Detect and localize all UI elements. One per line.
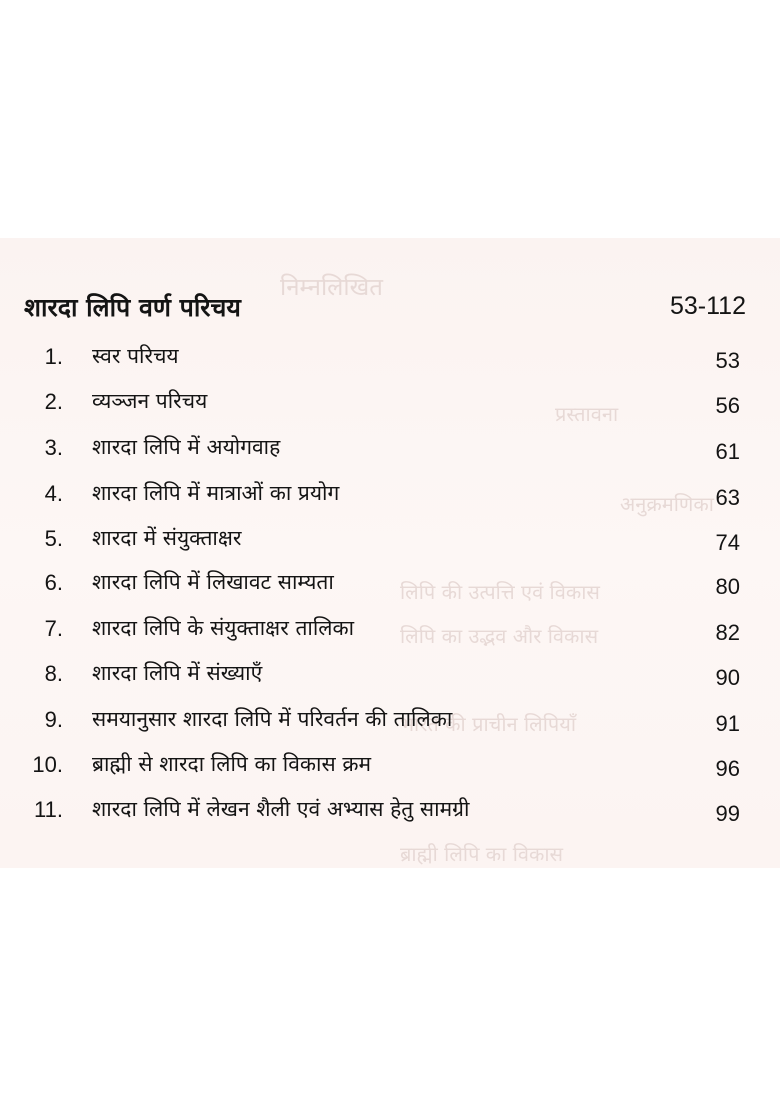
entry-title: शारदा लिपि में संख्याएँ — [92, 661, 263, 685]
entry-number: 1. — [44, 344, 63, 369]
entry-number: 4. — [44, 481, 63, 506]
bleed-text: भारत की प्राचीन लिपियाँ — [400, 712, 577, 736]
toc-entry — [0, 385, 780, 425]
entry-page: 82 — [715, 620, 740, 645]
entry-title: शारदा लिपि में मात्राओं का प्रयोग — [92, 481, 340, 505]
bleed-text: निम्नलिखित — [280, 273, 383, 301]
toc-entry — [0, 340, 780, 380]
bleed-text: लिपि का उद्भव और विकास — [400, 624, 599, 648]
entry-number: 8. — [44, 661, 63, 686]
entry-title: शारदा लिपि में लिखावट साम्यता — [92, 570, 334, 594]
toc-entry — [0, 657, 780, 697]
entry-page: 90 — [715, 665, 740, 690]
toc-entry — [0, 477, 780, 517]
entry-number: 10. — [32, 752, 63, 777]
toc-entry — [0, 431, 780, 471]
entry-title: शारदा लिपि के संयुक्ताक्षर तालिका — [92, 616, 355, 640]
toc-entry — [0, 703, 780, 743]
section-page-range: 53-112 — [670, 292, 746, 320]
section-title: शारदा लिपि वर्ण परिचय — [24, 293, 241, 322]
entry-title: शारदा में संयुक्ताक्षर — [92, 526, 242, 550]
toc-entry — [0, 566, 780, 606]
entry-title: शारदा लिपि में अयोगवाह — [92, 435, 281, 459]
entry-page: 53 — [715, 348, 740, 373]
entry-page: 61 — [715, 439, 740, 464]
bleed-text: प्रस्तावना — [555, 402, 619, 426]
entry-number: 9. — [44, 707, 63, 732]
toc-entry — [0, 793, 780, 833]
entry-page: 56 — [715, 393, 740, 418]
bleed-text: लिपि की उत्पत्ति एवं विकास — [400, 580, 600, 604]
entry-page: 63 — [715, 485, 740, 510]
bleed-text: अनुक्रमणिका — [620, 492, 714, 516]
entry-number: 5. — [44, 526, 63, 551]
toc-entry — [0, 522, 780, 562]
entry-number: 11. — [34, 797, 63, 822]
entry-title: समयानुसार शारदा लिपि में परिवर्तन की तालिका — [92, 707, 453, 731]
entry-title: व्यञ्जन परिचय — [92, 389, 208, 413]
toc-entry — [0, 748, 780, 788]
entry-page: 99 — [715, 801, 740, 826]
entry-page: 96 — [715, 756, 740, 781]
entry-number: 2. — [44, 389, 63, 414]
entry-title: शारदा लिपि में लेखन शैली एवं अभ्यास हेतु सामग्री — [92, 797, 470, 821]
entry-number: 3. — [44, 435, 63, 460]
bleed-text: ब्राह्मी लिपि का विकास — [400, 842, 564, 866]
toc-entry — [0, 612, 780, 652]
entry-page: 91 — [715, 711, 740, 736]
entry-title: ब्राह्मी से शारदा लिपि का विकास क्रम — [92, 752, 372, 776]
entry-title: स्वर परिचय — [92, 344, 179, 368]
entry-number: 7. — [44, 616, 63, 641]
entry-page: 74 — [715, 530, 740, 555]
entry-page: 80 — [715, 574, 740, 599]
entry-number: 6. — [44, 570, 63, 595]
